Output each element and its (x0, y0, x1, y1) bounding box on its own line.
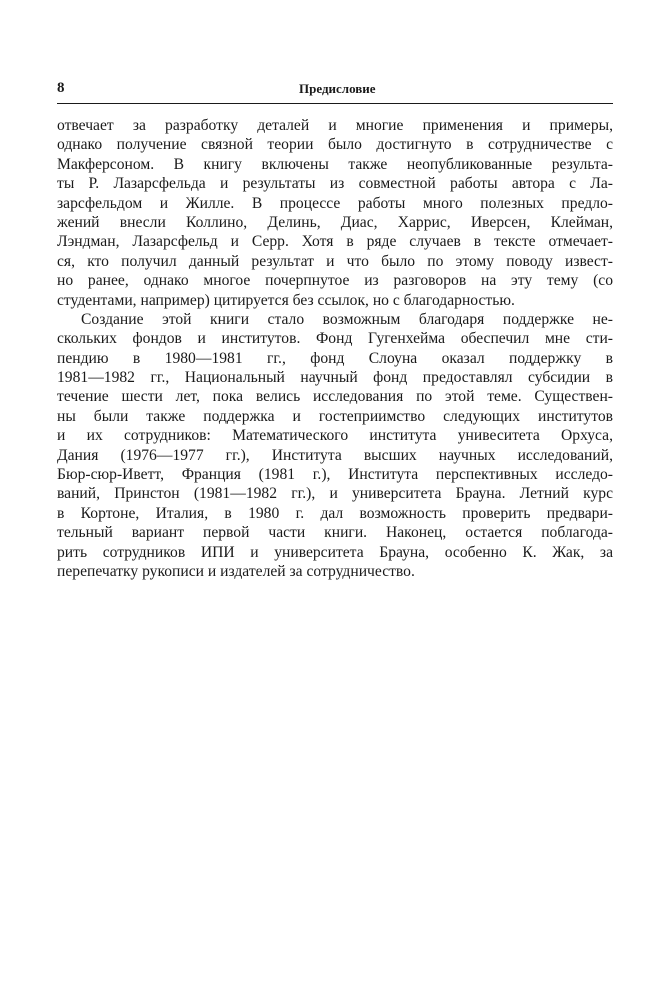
running-title: Предисловие (299, 81, 376, 96)
text-line: жений внесли Коллино, Делинь, Диас, Харрис, Иверсен, Клейман, (57, 213, 613, 231)
text-line: ты Р. Лазарсфельда и результаты из совместной работы автора с Ла- (57, 175, 613, 193)
header-rule (57, 103, 613, 104)
text-line: рить сотрудников ИПИ и университета Брауна, особенно К. Жак, за (57, 543, 613, 561)
text-line: ся, кто получил данный результат и что было по этому поводу извест- (57, 252, 613, 270)
text-line: пендию в 1980—1981 гг., фонд Слоуна оказал поддержку в (57, 349, 613, 367)
text-line: ваний, Принстон (1981—1982 гг.), и университета Брауна. Летний курс (57, 485, 613, 503)
text-line: Бюр-сюр-Иветт, Франция (1981 г.), Института перспективных исследо- (57, 466, 613, 484)
text-line: однако получение связной теории было достигнуто в сотрудничестве с (57, 136, 613, 154)
text-line: в Кортоне, Италия, в 1980 г. дал возможность проверить предвари- (57, 504, 613, 522)
text-line: течение шести лет, пока велись исследования по этой теме. Существен- (57, 388, 613, 406)
text-line: отвечает за разработку деталей и многие применения и примеры, (57, 117, 613, 134)
text-line: Создание этой книги стало возможным благодаря поддержке не- (81, 310, 613, 328)
text-line: но ранее, однако многое почерпнутое из разговоров на эту тему (со (57, 272, 613, 290)
text-line: студентами, например) цитируется без ссылок, но с благодарностью. (57, 291, 515, 309)
text-line: Дания (1976—1977 гг.), Института высших научных исследований, (57, 446, 613, 464)
text-line: перепечатку рукописи и издателей за сотрудничество. (57, 562, 415, 580)
paragraph-1 (57, 116, 613, 310)
body-text (57, 116, 613, 581)
text-line: тельный вариант первой части книги. Наконец, остается поблагода- (57, 524, 613, 542)
text-line: зарсфельдом и Жилле. В процессе работы много полезных предло- (57, 194, 613, 212)
text-line: Макферсоном. В книгу включены также неопубликованные результа- (57, 155, 613, 173)
text-line: ны были также поддержка и гостеприимство следующих институтов (57, 407, 613, 425)
text-line: 1981—1982 гг., Национальный научный фонд предоставлял субсидии в (57, 369, 613, 387)
text-line: и их сотрудников: Математического института унивеситета Орхуса, (57, 427, 613, 445)
text-line: Лэндман, Лазарсфельд и Серр. Хотя в ряде случаев в тексте отмечает- (57, 233, 613, 251)
paragraph-2 (57, 310, 613, 581)
text-line: скольких фондов и институтов. Фонд Гугенхейма обеспечил мне сти- (57, 330, 613, 348)
page-number: 8 (57, 80, 65, 96)
page-header (57, 80, 613, 100)
